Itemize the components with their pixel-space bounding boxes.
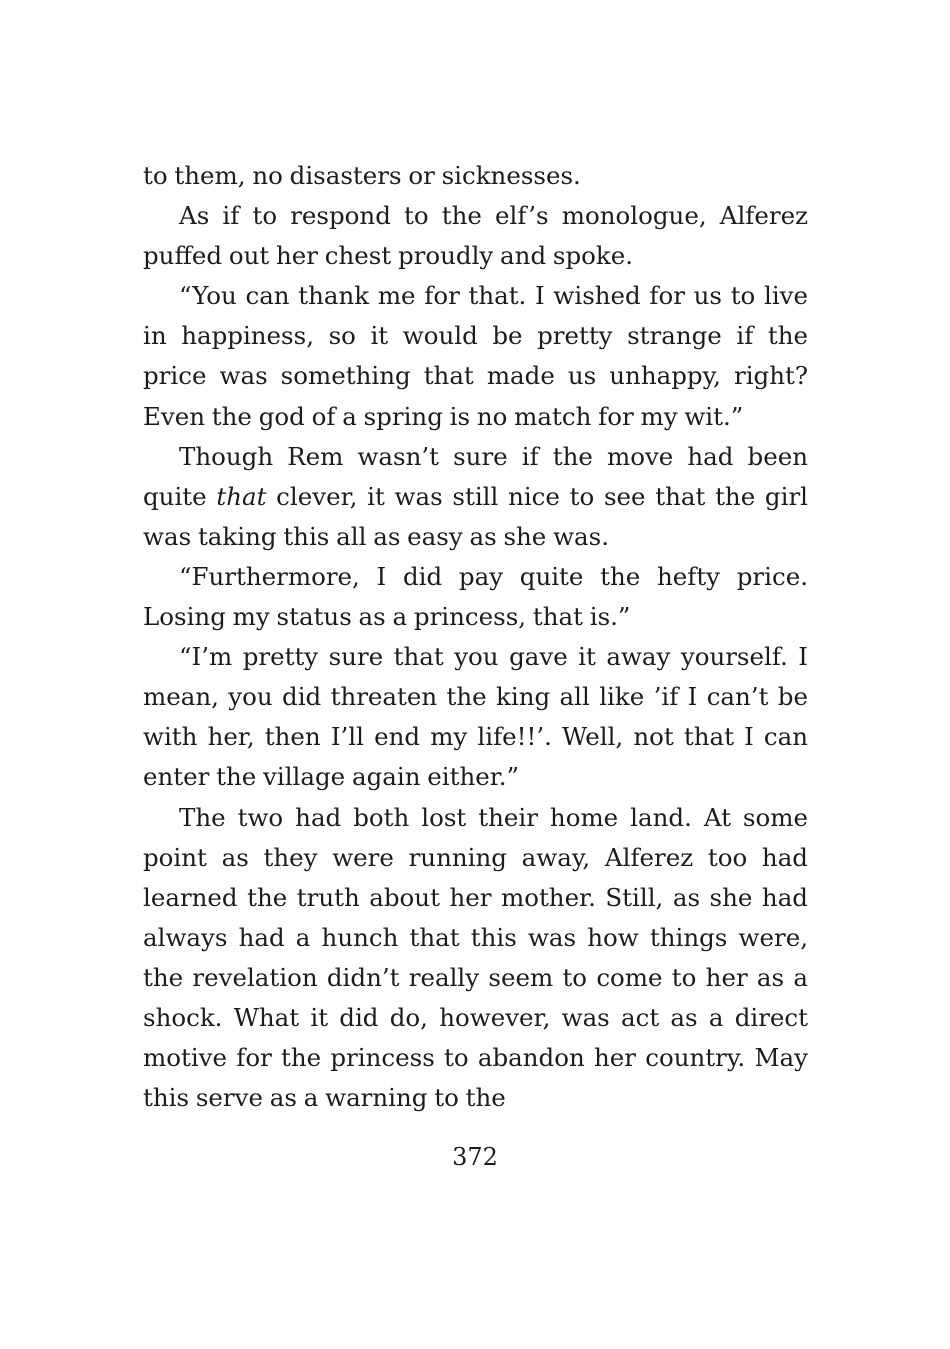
emphasis: that (216, 481, 267, 511)
paragraph-lead: Though Rem wasn’t sure if the move had been quite (143, 441, 808, 511)
page-body (143, 156, 808, 1118)
paragraph: to them, no disasters or sicknesses. (143, 161, 581, 190)
paragraph (143, 437, 808, 557)
paragraph-rest: clever, it was still nice to see that the girl was taking this all as easy as she was. (143, 481, 808, 551)
paragraph: The two had both lost their home land. At some point as they were running away, Alferez too had learned the truth about her mother. Still, as she had always had a hunch that this was how things were, the revelation didn’t really seem to come to her as a shock. What it did do, however, was act as a direct motive for the princess to abandon her country. May this serve as a warning to the (143, 802, 808, 1113)
paragraph: As if to respond to the elf’s monologue, Alferez puffed out her chest proudly and spoke. (143, 201, 808, 271)
paragraph: “You can thank me for that. I wished for us to live in happiness, so it would be pretty strange if the price was something that made us unhappy, right? Even the god of a spring is no match for my wit.” (143, 281, 808, 431)
paragraph: “Furthermore, I did pay quite the hefty price. Losing my status as a princess, that is.” (143, 561, 808, 632)
page-number: 372 (452, 1143, 498, 1171)
paragraph: “I’m pretty sure that you gave it away yourself. I mean, you did threaten the king all like ’if I can’t be with her, then I’ll end my life!!’. Well, not that I can enter the village again either.” (143, 642, 808, 792)
